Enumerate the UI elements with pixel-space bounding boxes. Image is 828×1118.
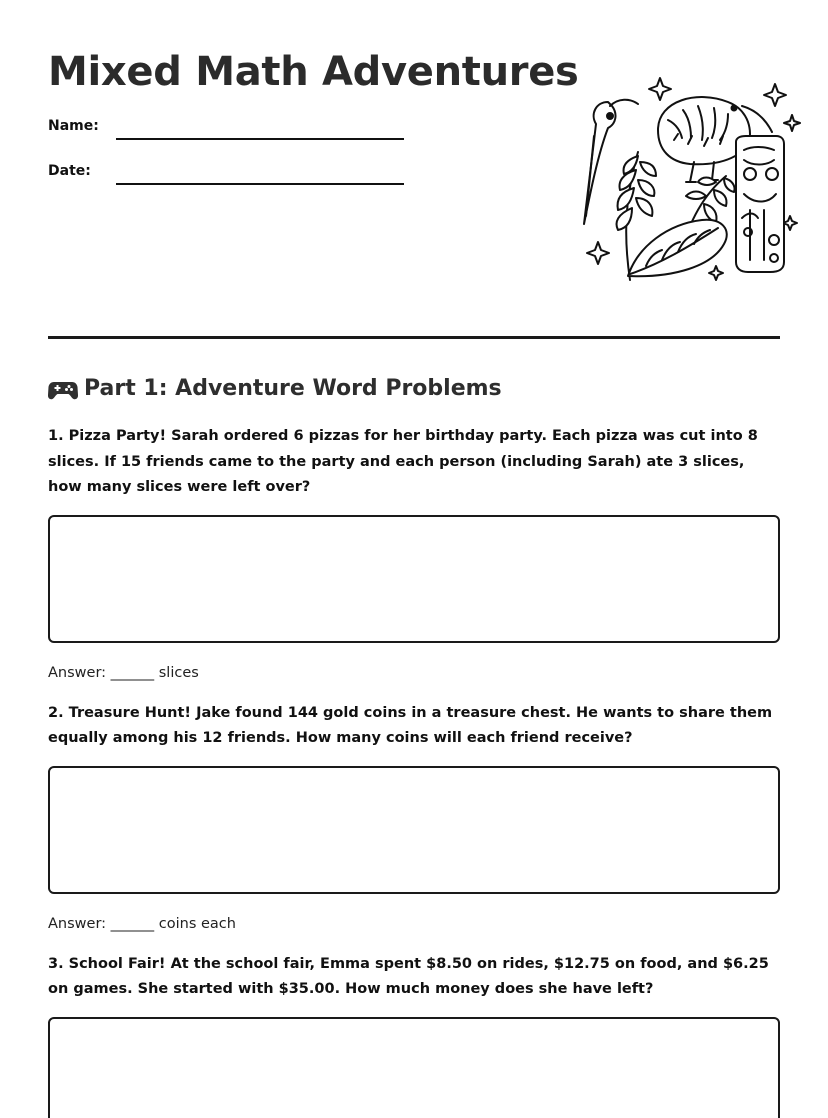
problem-list: [48, 424, 780, 1118]
name-line[interactable]: [116, 138, 404, 140]
part1-title: [48, 373, 502, 405]
date-field[interactable]: [48, 163, 404, 179]
work-area-2[interactable]: [48, 766, 780, 894]
problem-question: 2. Treasure Hunt! Jake found 144 gold coins in a treasure chest. He wants to share them equally among his 12 friends. How many coins will each friend receive?: [48, 704, 773, 746]
work-area-1[interactable]: [48, 515, 780, 643]
name-label: Name:: [48, 118, 99, 134]
name-field[interactable]: [48, 118, 404, 134]
worksheet-header: [48, 0, 780, 338]
gamepad-icon: [48, 376, 78, 402]
problem-1: [48, 424, 780, 683]
problem-question: 1. Pizza Party! Sarah ordered 6 pizzas for her birthday party. Each pizza was cut into 8 slices. If 15 friends came to the party and each person (including Sarah) ate 3 slices, how many slices were left over?: [48, 428, 758, 495]
date-label: Date:: [48, 163, 91, 179]
problem-3: [48, 952, 780, 1118]
problem-2: [48, 701, 780, 934]
header-divider: [48, 336, 780, 339]
answer-line-1[interactable]: Answer: ______ slices: [48, 664, 199, 681]
kiwi-bird-fern-tiki-illustration: [538, 70, 808, 285]
worksheet-title: Mixed Math Adventures: [48, 49, 579, 95]
date-line[interactable]: [116, 183, 404, 185]
answer-line-2[interactable]: Answer: ______ coins each: [48, 915, 236, 932]
problem-question: 3. School Fair! At the school fair, Emma spent $8.50 on rides, $12.75 on food, and $6.25 on games. She started with $35.00. How much money does she have left?: [48, 955, 769, 997]
part1-title-text: Part 1: Adventure Word Problems: [84, 376, 502, 401]
work-area-3[interactable]: [48, 1017, 780, 1118]
